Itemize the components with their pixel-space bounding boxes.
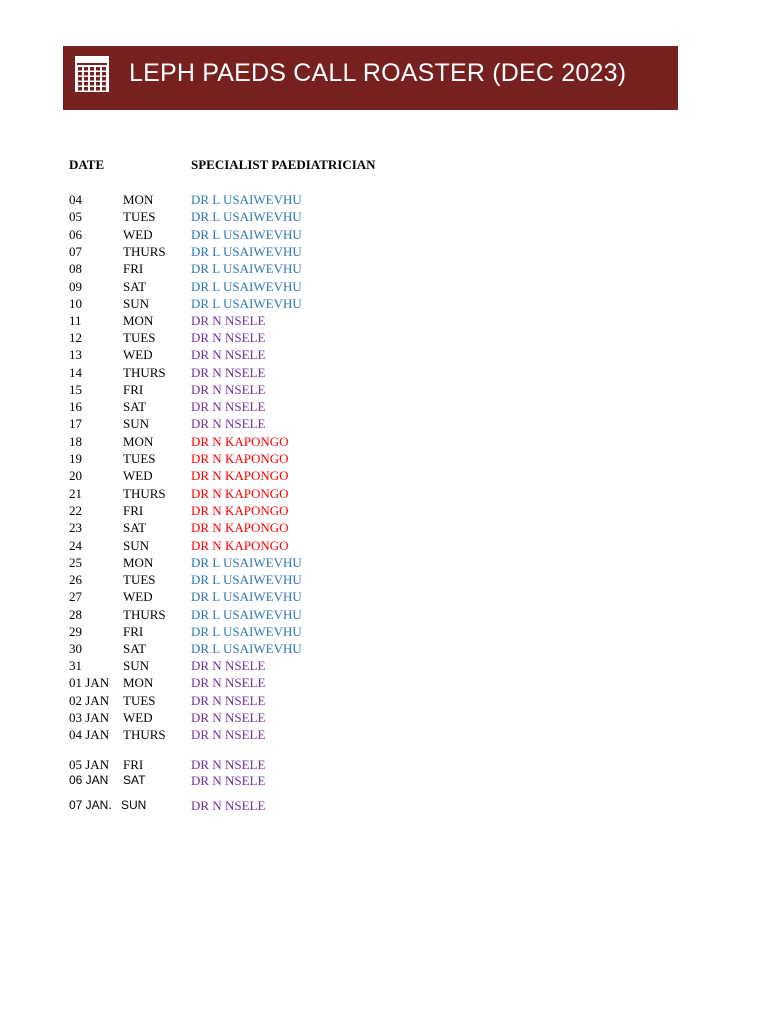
row-doctor: DR N KAPONGO [191,503,289,518]
row-doctor: DR L USAIWEVHU [191,296,302,311]
row-day: SAT [123,279,147,294]
row-date: 19 [69,451,82,466]
roster-row [0,399,768,416]
page-title: LEPH PAEDS CALL ROASTER (DEC 2023) [129,59,627,87]
row-doctor: DR N NSELE [191,347,266,362]
roster-row [0,757,768,774]
row-day: WED [123,227,153,242]
row-day: MON [123,675,154,690]
row-date: 06 JAN [69,773,109,787]
row-day: FRI [123,261,144,276]
row-day: WED [123,589,153,604]
row-doctor: DR N NSELE [191,399,266,414]
row-date: 20 [69,468,82,483]
calendar-icon [75,56,109,92]
row-day: TUES [123,209,156,224]
roster-row [0,279,768,296]
row-doctor: DR L USAIWEVHU [191,192,302,207]
roster-row [0,330,768,347]
row-date: 26 [69,572,82,587]
row-date: 08 [69,261,82,276]
row-day: TUES [123,451,156,466]
row-doctor: DR L USAIWEVHU [191,641,302,656]
roster-row [0,244,768,261]
roster-row [0,451,768,468]
row-day: TUES [123,572,156,587]
roster-row [0,773,768,790]
row-doctor: DR L USAIWEVHU [191,555,302,570]
row-date: 29 [69,624,82,639]
roster-row [0,624,768,641]
row-doctor: DR N NSELE [191,658,266,673]
roster-row [0,572,768,589]
row-day: SUN [123,296,150,311]
row-date: 31 [69,658,82,673]
row-date: 16 [69,399,82,414]
roster-row [0,434,768,451]
row-date: 22 [69,503,82,518]
row-day: SAT [123,641,147,656]
row-day: MON [123,434,154,449]
row-day: WED [123,710,153,725]
row-day: MON [123,313,154,328]
row-doctor: DR N NSELE [191,757,266,772]
roster-row [0,538,768,555]
roster-row [0,710,768,727]
roster-row [0,227,768,244]
row-date: 01 JAN [69,675,110,690]
row-doctor: DR L USAIWEVHU [191,624,302,639]
row-doctor: DR N NSELE [191,798,266,813]
roster-row [0,347,768,364]
row-date: 25 [69,555,82,570]
row-doctor: DR L USAIWEVHU [191,227,302,242]
roster-row [0,589,768,606]
row-date: 04 JAN [69,727,110,742]
row-day: SUN [123,416,150,431]
roster-row [0,261,768,278]
row-day: TUES [123,693,156,708]
row-day: MON [123,192,154,207]
row-day: SUN [123,538,150,553]
row-doctor: DR L USAIWEVHU [191,261,302,276]
row-date: 21 [69,486,82,501]
row-day: SAT [123,399,147,414]
row-doctor: DR N NSELE [191,773,266,788]
row-doctor: DR N KAPONGO [191,434,289,449]
row-doctor: DR N KAPONGO [191,538,289,553]
row-date: 11 [69,313,82,328]
roster-row [0,468,768,485]
row-doctor: DR N KAPONGO [191,486,289,501]
row-date: 24 [69,538,82,553]
roster-row [0,365,768,382]
row-day: SUN [121,798,147,812]
row-doctor: DR L USAIWEVHU [191,572,302,587]
row-day: FRI [123,624,144,639]
row-date: 04 [69,192,82,207]
row-day: SUN [123,658,150,673]
row-day: THURS [123,486,166,501]
row-date: 06 [69,227,82,242]
row-doctor: DR L USAIWEVHU [191,589,302,604]
row-date: 13 [69,347,82,362]
row-doctor: DR N NSELE [191,313,266,328]
row-date: 07 JAN. [69,798,112,812]
date-column-header: DATE [69,157,105,172]
row-day: WED [123,347,153,362]
row-date: 10 [69,296,82,311]
row-date: 02 JAN [69,693,110,708]
row-doctor: DR N KAPONGO [191,520,289,535]
row-doctor: DR N NSELE [191,382,266,397]
row-day: MON [123,555,154,570]
row-date: 12 [69,330,82,345]
row-date: 17 [69,416,82,431]
roster-row [0,296,768,313]
roster-row [0,416,768,433]
row-day: SAT [123,773,146,787]
roster-row [0,658,768,675]
row-doctor: DR L USAIWEVHU [191,607,302,622]
row-day: WED [123,468,153,483]
roster-row [0,520,768,537]
row-doctor: DR N NSELE [191,675,266,690]
row-doctor: DR L USAIWEVHU [191,209,302,224]
roster-row [0,607,768,624]
roster-row [0,641,768,658]
roster-row [0,382,768,399]
roster-row [0,486,768,503]
row-day: THURS [123,244,166,259]
roster-row [0,798,768,815]
row-day: SAT [123,520,147,535]
row-doctor: DR L USAIWEVHU [191,279,302,294]
row-day: THURS [123,365,166,380]
row-date: 15 [69,382,82,397]
roster-row [0,675,768,692]
row-date: 18 [69,434,82,449]
roster-row [0,693,768,710]
row-doctor: DR N NSELE [191,727,266,742]
row-date: 05 JAN [69,757,110,772]
roster-row [0,313,768,330]
row-doctor: DR N KAPONGO [191,451,289,466]
row-date: 05 [69,209,82,224]
row-day: FRI [123,757,144,772]
row-date: 03 JAN [69,710,110,725]
row-date: 27 [69,589,82,604]
roster-row [0,503,768,520]
row-doctor: DR L USAIWEVHU [191,244,302,259]
row-doctor: DR N KAPONGO [191,468,289,483]
row-date: 30 [69,641,82,656]
row-day: THURS [123,607,166,622]
specialist-column-header: SPECIALIST PAEDIATRICIAN [191,157,376,172]
title-banner [63,46,678,110]
row-doctor: DR N NSELE [191,710,266,725]
row-day: THURS [123,727,166,742]
roster-row [0,555,768,572]
row-day: FRI [123,382,144,397]
roster-row [0,192,768,209]
roster-row [0,209,768,226]
row-doctor: DR N NSELE [191,693,266,708]
row-date: 28 [69,607,82,622]
row-doctor: DR N NSELE [191,365,266,380]
row-doctor: DR N NSELE [191,416,266,431]
row-day: FRI [123,503,144,518]
row-day: TUES [123,330,156,345]
row-doctor: DR N NSELE [191,330,266,345]
row-date: 09 [69,279,82,294]
row-date: 07 [69,244,82,259]
roster-row [0,727,768,744]
row-date: 14 [69,365,82,380]
row-date: 23 [69,520,82,535]
